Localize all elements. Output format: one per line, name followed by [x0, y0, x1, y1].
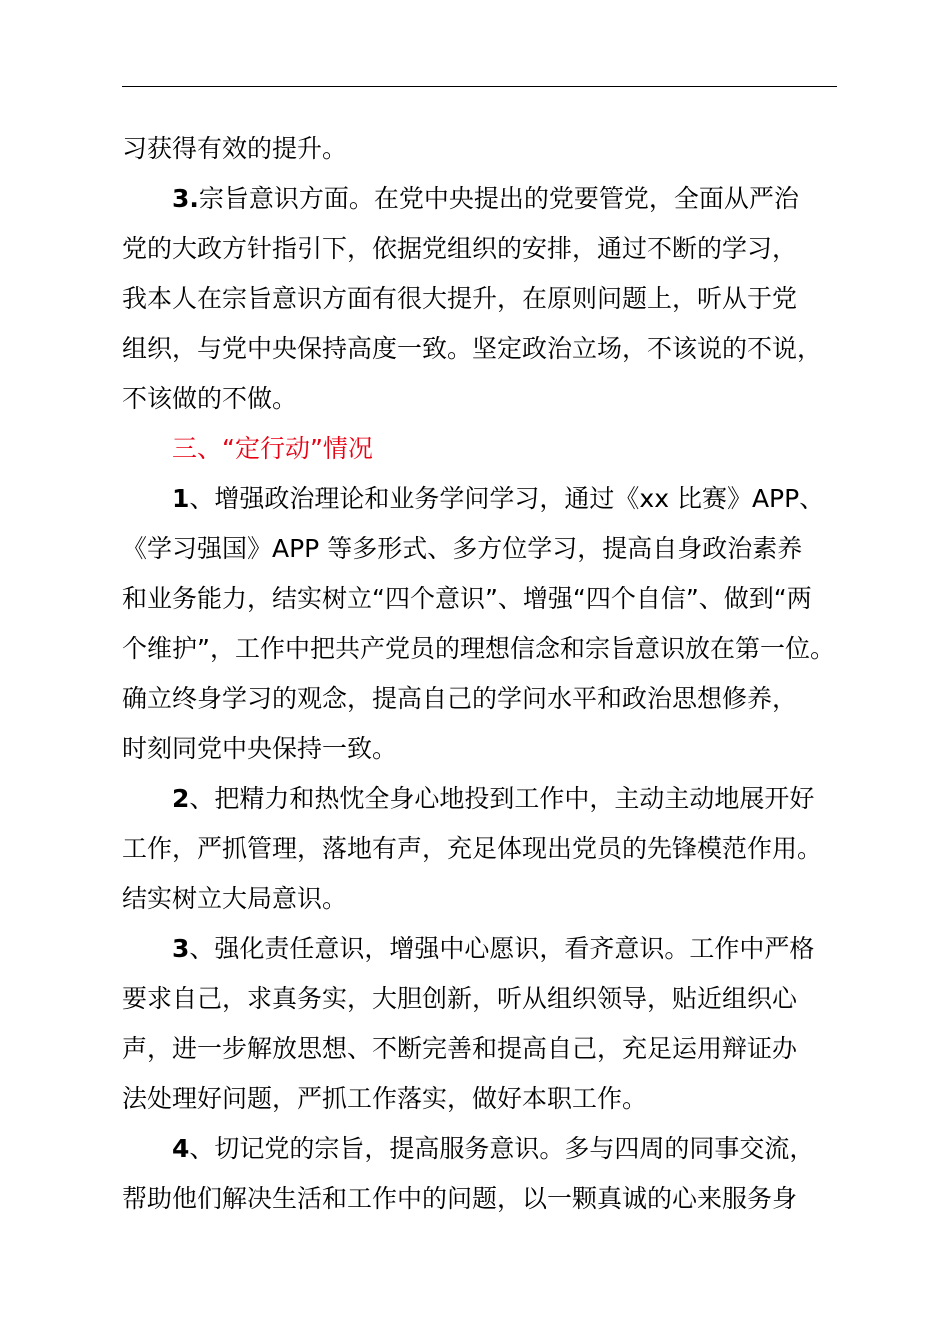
item-number: 4	[172, 1134, 190, 1163]
text-line: 4、切记党的宗旨，提高服务意识。多与四周的同事交流，	[172, 1134, 815, 1163]
text-line: 党的大政方针指引下，依据党组织的安排，通过不断的学习，	[122, 234, 798, 263]
text-line: 和业务能力，结实树立“四个意识”、增强“四个自信”、做到“两	[122, 584, 812, 613]
text-line: 1、增强政治理论和业务学问学习，通过《xx 比赛》APP、	[172, 484, 825, 513]
text-line: 工作，严抓管理，落地有声，充足体现出党员的先锋模范作用。	[122, 834, 823, 863]
text-line: 个维护”，工作中把共产党员的理想信念和宗旨意识放在第一位。	[122, 634, 835, 663]
text-line: 3.宗旨意识方面。在党中央提出的党要管党，全面从严治	[172, 184, 799, 213]
text-line: 习获得有效的提升。	[122, 134, 348, 163]
text-line: 2、把精力和热忱全身心地投到工作中，主动主动地展开好	[172, 784, 815, 813]
header-rule	[122, 86, 837, 87]
item-number: 3	[172, 934, 190, 963]
text-line: 结实树立大局意识。	[122, 884, 348, 913]
text-line: 声，进一步解放思想、不断完善和提高自己，充足运用辩证办	[122, 1034, 798, 1063]
text-line: 时刻同党中央保持一致。	[122, 734, 398, 763]
text-line: 不该做的不做。	[122, 384, 298, 413]
text-line: 法处理好问题，严抓工作落实，做好本职工作。	[122, 1084, 648, 1113]
text-line: 组织，与党中央保持高度一致。坚定政治立场，不该说的不说，	[122, 334, 823, 363]
text-line: 我本人在宗旨意识方面有很大提升，在原则问题上，听从于党	[122, 284, 798, 313]
text-line: 帮助他们解决生活和工作中的问题，以一颗真诚的心来服务身	[122, 1184, 798, 1213]
text-line: 要求自己，求真务实，大胆创新，听从组织领导，贴近组织心	[122, 984, 798, 1013]
item-number: 1	[172, 484, 190, 513]
item-number: 3.	[172, 184, 199, 213]
item-number: 2	[172, 784, 190, 813]
text-line: 确立终身学习的观念，提高自己的学问水平和政治思想修养，	[122, 684, 798, 713]
section-heading: 三、“定行动”情况	[172, 434, 373, 463]
text-line: 3、强化责任意识，增强中心愿识，看齐意识。工作中严格	[172, 934, 815, 963]
text-line: 《学习强国》APP 等多形式、多方位学习，提高自身政治素养	[122, 534, 803, 563]
